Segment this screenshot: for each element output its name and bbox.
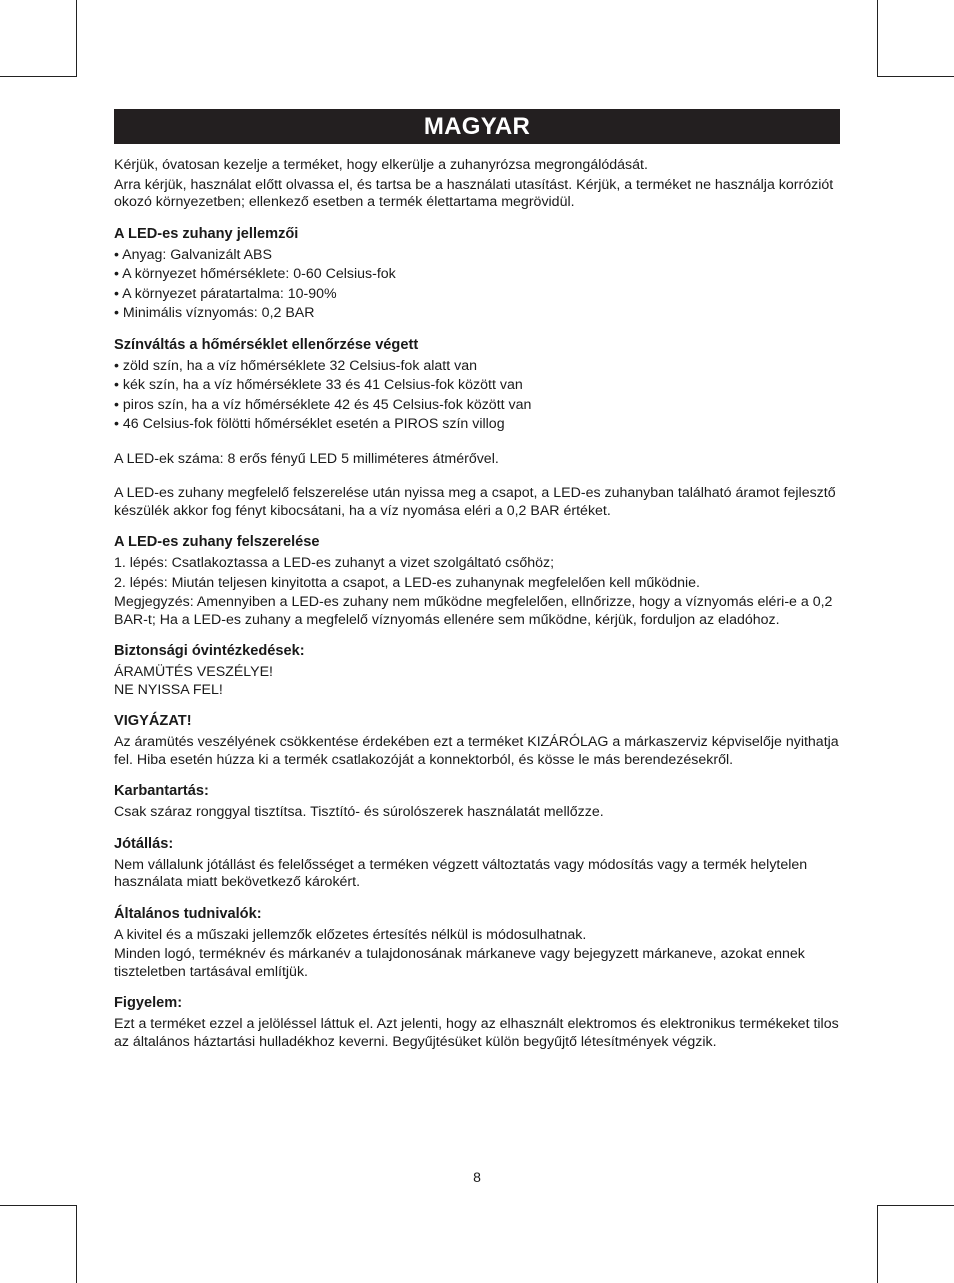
- page-number: 8: [473, 1169, 481, 1185]
- warranty-text: Nem vállalunk jótállást és felelősséget a terméken végzett változtatás vagy módosítás vagy a termék helytelen használata miatt bekövetkező károkért.: [114, 856, 808, 890]
- section-heading-maintenance: Karbantartás:: [114, 783, 209, 799]
- crop-mark: [877, 1205, 878, 1283]
- section-heading-attention: Figyelem:: [114, 995, 183, 1011]
- after-install-text: A LED-es zuhany megfelelő felszerelése után nyissa meg a csapot, a LED-es zuhanyban található áramot fejlesztő készülék akkor fog fényt kibocsátani, ha a víz nyomása eléri a 0,2 BAR értéket.: [114, 485, 836, 519]
- language-title-bar: [114, 109, 840, 144]
- section-heading-warranty: Jótállás:: [114, 835, 174, 852]
- intro-paragraph: Arra kérjük, használat előtt olvassa el, és tartsa be a használati utasítást. Kérjük, a terméket ne használja korróziót okozó környezetben; ellenkező esetben a termék élettartama megrövidül.: [114, 176, 834, 210]
- attention-text: Ezt a terméket ezzel a jelöléssel láttuk el. Azt jelenti, hogy az elhasznált elektromos és elektronikus termékeket tilos az általános háztartási hulladékhoz keverni. Begyűjtésüket külön begyűjtő létesítmények végzik.: [114, 1016, 839, 1050]
- color-change-list: [114, 358, 842, 434]
- safety-line: NE NYISSA FEL!: [114, 681, 223, 698]
- list-item: • kék szín, ha a víz hőmérséklete 33 és 41 Celsius-fok között van: [114, 377, 842, 395]
- safety-line: ÁRAMÜTÉS VESZÉLYE!: [114, 664, 273, 680]
- maintenance-text: Csak száraz ronggyal tisztítsa. Tisztító- és súrolószerek használatát mellőzze.: [114, 804, 604, 820]
- section-heading-installation: A LED-es zuhany felszerelése: [114, 534, 320, 550]
- list-item: • A környezet páratartalma: 10-90%: [114, 286, 842, 304]
- page-title: MAGYAR: [423, 112, 531, 140]
- crop-mark: [76, 1205, 77, 1283]
- crop-mark: [877, 76, 954, 77]
- document-body: [114, 157, 842, 1053]
- list-item: • Anyag: Galvanizált ABS: [114, 247, 842, 265]
- section-heading-general: Általános tudnivalók:: [114, 905, 262, 922]
- section-heading-features: A LED-es zuhany jellemzői: [114, 225, 299, 242]
- list-item: • A környezet hőmérséklete: 0-60 Celsius-fok: [114, 266, 842, 284]
- section-heading-safety: Biztonsági óvintézkedések:: [114, 643, 305, 659]
- crop-mark: [76, 0, 77, 76]
- list-item: • Minimális víznyomás: 0,2 BAR: [114, 305, 842, 323]
- section-heading-color-change: Színváltás a hőmérséklet ellenőrzése végett: [114, 336, 419, 353]
- install-step-1: 1. lépés: Csatlakoztassa a LED-es zuhanyt a vizet szolgáltató csőhöz;: [114, 555, 555, 571]
- crop-mark: [877, 0, 878, 76]
- list-item: • piros szín, ha a víz hőmérséklete 42 és 45 Celsius-fok között van: [114, 397, 842, 415]
- general-text: A kivitel és a műszaki jellemzők előzetes értesítés nélkül is módosulhatnak.: [114, 926, 587, 943]
- crop-mark: [0, 76, 77, 77]
- intro-paragraph: Kérjük, óvatosan kezelje a terméket, hogy elkerülje a zuhanyrózsa megrongálódását.: [114, 157, 648, 173]
- crop-mark: [877, 1205, 954, 1206]
- section-heading-caution: VIGYÁZAT!: [114, 713, 192, 729]
- led-count-text: A LED-ek száma: 8 erős fényű LED 5 milliméteres átmérővel.: [114, 450, 499, 467]
- caution-text: Az áramütés veszélyének csökkentése érdekében ezt a terméket KIZÁRÓLAG a márkaszerviz képviselője nyithatja fel. Hiba esetén húzza ki a termék csatlakozóját a konnektorból, és kösse le más berendezésekről.: [114, 734, 839, 768]
- install-step-2: 2. lépés: Miután teljesen kinyitotta a csapot, a LED-es zuhanynak megfelelően kell működnie.: [114, 574, 700, 591]
- features-list: [114, 247, 842, 323]
- list-item: • 46 Celsius-fok fölötti hőmérséklet esetén a PIROS szín villog: [114, 416, 842, 434]
- install-note: Megjegyzés: Amennyiben a LED-es zuhany nem működne megfelelően, ellnőrizze, hogy a víznyomás eléri-e a 0,2 BAR-t; Ha a LED-es zuhany a megfelelő víznyomás ellenére sem működne, kérjük, forduljon az eladóhoz.: [114, 594, 833, 628]
- crop-mark: [0, 1205, 77, 1206]
- general-text: Minden logó, terméknév és márkanév a tulajdonosának márkaneve vagy bejegyzett márkaneve, azokat ennek tiszteletben tartásával említjük.: [114, 946, 805, 980]
- list-item: • zöld szín, ha a víz hőmérséklete 32 Celsius-fok alatt van: [114, 358, 842, 376]
